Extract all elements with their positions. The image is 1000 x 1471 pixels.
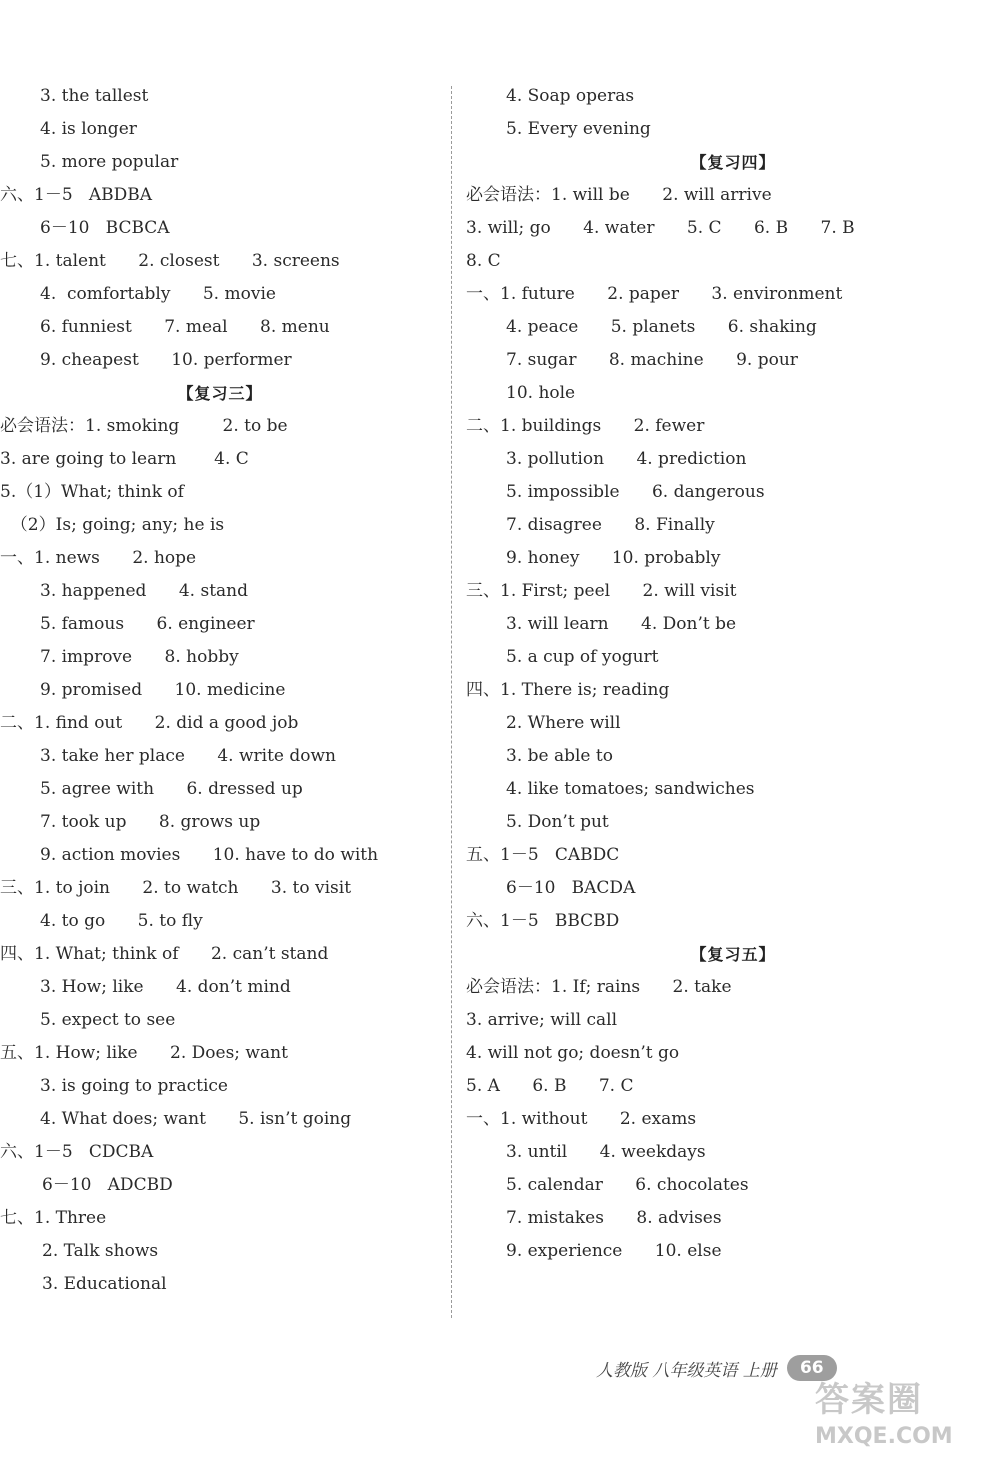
answer-line: 4. like tomatoes; sandwiches — [506, 779, 755, 799]
answer-line: 3. will learn 4. Don’t be — [506, 614, 737, 634]
answer-line: 3. pollution 4. prediction — [506, 449, 747, 469]
column-divider — [451, 86, 452, 1318]
answer-line: 3. is going to practice — [40, 1076, 228, 1096]
answer-line: 七、1. talent 2. closest 3. screens — [0, 251, 340, 271]
answer-line: 5. agree with 6. dressed up — [40, 779, 303, 799]
answer-line: 六、1－5 BBCBD — [466, 911, 620, 931]
answer-line: 4. to go 5. to fly — [40, 911, 203, 931]
answer-line: 六、1－5 ABDBA — [0, 185, 153, 205]
left-answer-column — [0, 80, 440, 1301]
answer-line: 3. until 4. weekdays — [506, 1142, 706, 1162]
answer-line: 5. Don’t put — [506, 812, 609, 832]
answer-line: 9. experience 10. else — [506, 1241, 722, 1261]
page-footer — [596, 1352, 837, 1384]
answer-line: 5. expect to see — [40, 1010, 176, 1030]
answer-line: 3. happened 4. stand — [40, 581, 248, 601]
answer-line: 七、1. Three — [0, 1208, 107, 1228]
right-answer-column — [466, 80, 1000, 1268]
book-title: 人教版 八年级英语 上册 — [596, 1360, 777, 1381]
answer-line: 二、1. buildings 2. fewer — [466, 416, 705, 436]
answer-line: 5. calendar 6. chocolates — [506, 1175, 749, 1195]
answer-line: 4. comfortably 5. movie — [40, 284, 276, 304]
answer-line: 3. arrive; will call — [466, 1010, 618, 1030]
answer-line: 2. Talk shows — [42, 1241, 159, 1261]
section-heading: 【复习五】 — [690, 945, 776, 964]
answer-line: 2. Where will — [506, 713, 621, 733]
answer-line: 7. improve 8. hobby — [40, 647, 239, 667]
answer-line: 5.（1）What; think of — [0, 482, 184, 502]
answer-line: 5. a cup of yogurt — [506, 647, 659, 667]
answer-line: 6. funniest 7. meal 8. menu — [40, 317, 330, 337]
answer-line: 4. will not go; doesn’t go — [466, 1043, 680, 1063]
answer-line: （2）Is; going; any; he is — [0, 515, 225, 535]
watermark-cn: 答案圈 — [815, 1380, 923, 1420]
answer-line: 7. disagree 8. Finally — [506, 515, 715, 535]
section-heading: 【复习四】 — [690, 153, 776, 172]
answer-line: 一、1. news 2. hope — [0, 548, 197, 568]
answer-line: 五、1－5 CABDC — [466, 845, 620, 865]
answer-line: 三、1. First; peel 2. will visit — [466, 581, 737, 601]
answer-line: 必会语法：1. will be 2. will arrive — [466, 185, 772, 205]
answer-line: 一、1. without 2. exams — [466, 1109, 697, 1129]
answer-line: 9. cheapest 10. performer — [40, 350, 292, 370]
answer-line: 5. A 6. B 7. C — [466, 1076, 634, 1096]
answer-line: 五、1. How; like 2. Does; want — [0, 1043, 288, 1063]
answer-line: 5. Every evening — [506, 119, 651, 139]
answer-line: 8. C — [466, 251, 501, 271]
page-number: 66 — [787, 1355, 837, 1381]
answer-line: 3. Educational — [42, 1274, 167, 1294]
answer-line: 必会语法：1. smoking 2. to be — [0, 416, 288, 436]
answer-line: 6－10 BCBCA — [40, 218, 170, 238]
section-heading: 【复习三】 — [177, 384, 263, 403]
answer-line: 一、1. future 2. paper 3. environment — [466, 284, 843, 304]
answer-line: 三、1. to join 2. to watch 3. to visit — [0, 878, 352, 898]
answer-line: 6－10 ADCBD — [42, 1175, 173, 1195]
answer-line: 3. are going to learn 4. C — [0, 449, 249, 469]
answer-line: 4. Soap operas — [506, 86, 635, 106]
answer-line: 必会语法：1. If; rains 2. take — [466, 977, 732, 997]
answer-line: 9. promised 10. medicine — [40, 680, 286, 700]
answer-line: 5. impossible 6. dangerous — [506, 482, 765, 502]
answer-line: 4. is longer — [40, 119, 137, 139]
answer-line: 4. peace 5. planets 6. shaking — [506, 317, 817, 337]
answer-line: 7. mistakes 8. advises — [506, 1208, 722, 1228]
answer-line: 10. hole — [506, 383, 576, 403]
answer-line: 7. took up 8. grows up — [40, 812, 261, 832]
answer-line: 4. What does; want 5. isn’t going — [40, 1109, 352, 1129]
answer-line: 6－10 BACDA — [506, 878, 636, 898]
answer-line: 9. action movies 10. have to do with — [40, 845, 379, 865]
answer-line: 3. take her place 4. write down — [40, 746, 337, 766]
answer-line: 3. the tallest — [40, 86, 149, 106]
answer-line: 四、1. There is; reading — [466, 680, 670, 700]
answer-line: 9. honey 10. probably — [506, 548, 721, 568]
answer-line: 六、1－5 CDCBA — [0, 1142, 154, 1162]
answer-line: 3. will; go 4. water 5. C 6. B 7. B — [466, 218, 855, 238]
answer-line: 3. How; like 4. don’t mind — [40, 977, 291, 997]
answer-line: 7. sugar 8. machine 9. pour — [506, 350, 798, 370]
answer-line: 5. famous 6. engineer — [40, 614, 255, 634]
answer-line: 3. be able to — [506, 746, 613, 766]
answer-line: 5. more popular — [40, 152, 179, 172]
answer-line: 二、1. find out 2. did a good job — [0, 713, 299, 733]
watermark-url: MXQE.COM — [815, 1424, 953, 1449]
watermark-logo — [815, 1378, 995, 1464]
answer-line: 四、1. What; think of 2. can’t stand — [0, 944, 329, 964]
